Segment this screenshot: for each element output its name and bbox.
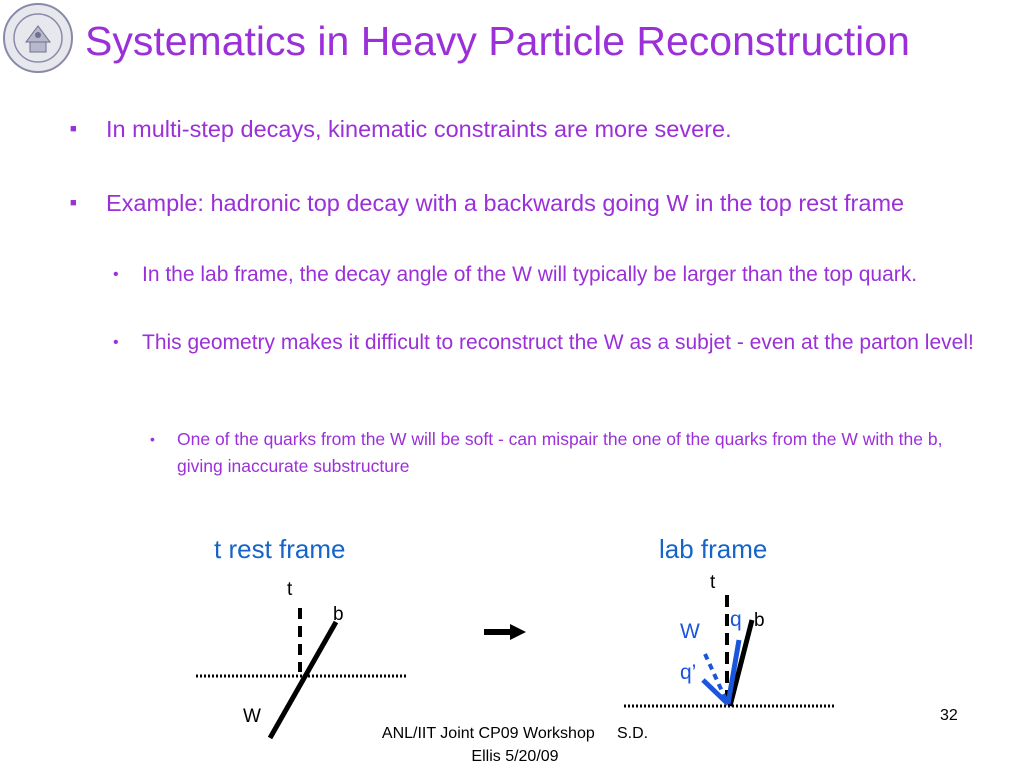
right-label-b: b [754, 610, 765, 631]
right-label-q: q [730, 608, 742, 631]
right-diagram-title: lab frame [659, 534, 768, 564]
right-label-qprime: q’ [680, 661, 697, 684]
footer-line-1: ANL/IIT Joint CP09 Workshop S.D. [381, 725, 649, 742]
left-label-w: W [243, 706, 261, 727]
right-label-t: t [710, 572, 716, 593]
sub-bullet-item: • This geometry makes it difficult to reconstruct the W as a subjet - even at the parton level! [142, 327, 982, 359]
left-decay-line [270, 622, 336, 738]
right-w-line [703, 680, 728, 704]
sub-sub-bullet-item: • One of the quarks from the W will be soft - can mispair the one of the quarks from the W with the b, giving inaccurate substructure [177, 426, 967, 480]
square-bullet-icon: ■ [70, 197, 77, 209]
page-number: 32 [940, 707, 958, 724]
slide-title: Systematics in Heavy Particle Reconstruction [85, 18, 910, 64]
left-label-t: t [287, 579, 293, 600]
left-diagram-title: t rest frame [214, 534, 346, 564]
bullet-item: ■ In multi-step decays, kinematic constraints are more severe. [106, 112, 986, 146]
dot-bullet-icon: • [113, 334, 119, 351]
arrow-head [510, 624, 526, 640]
dot-bullet-icon: • [150, 431, 155, 447]
footer-line-2: Ellis 5/20/09 [471, 748, 559, 765]
left-label-b: b [333, 604, 344, 625]
square-bullet-icon: ■ [70, 123, 77, 135]
bullet-item: ■ Example: hadronic top decay with a backwards going W in the top rest frame [106, 186, 986, 220]
sub-bullet-item: • In the lab frame, the decay angle of the W will typically be larger than the top quark. [142, 259, 982, 291]
dot-bullet-icon: • [113, 266, 119, 283]
right-label-w: W [680, 620, 700, 643]
footer-text [345, 722, 685, 768]
